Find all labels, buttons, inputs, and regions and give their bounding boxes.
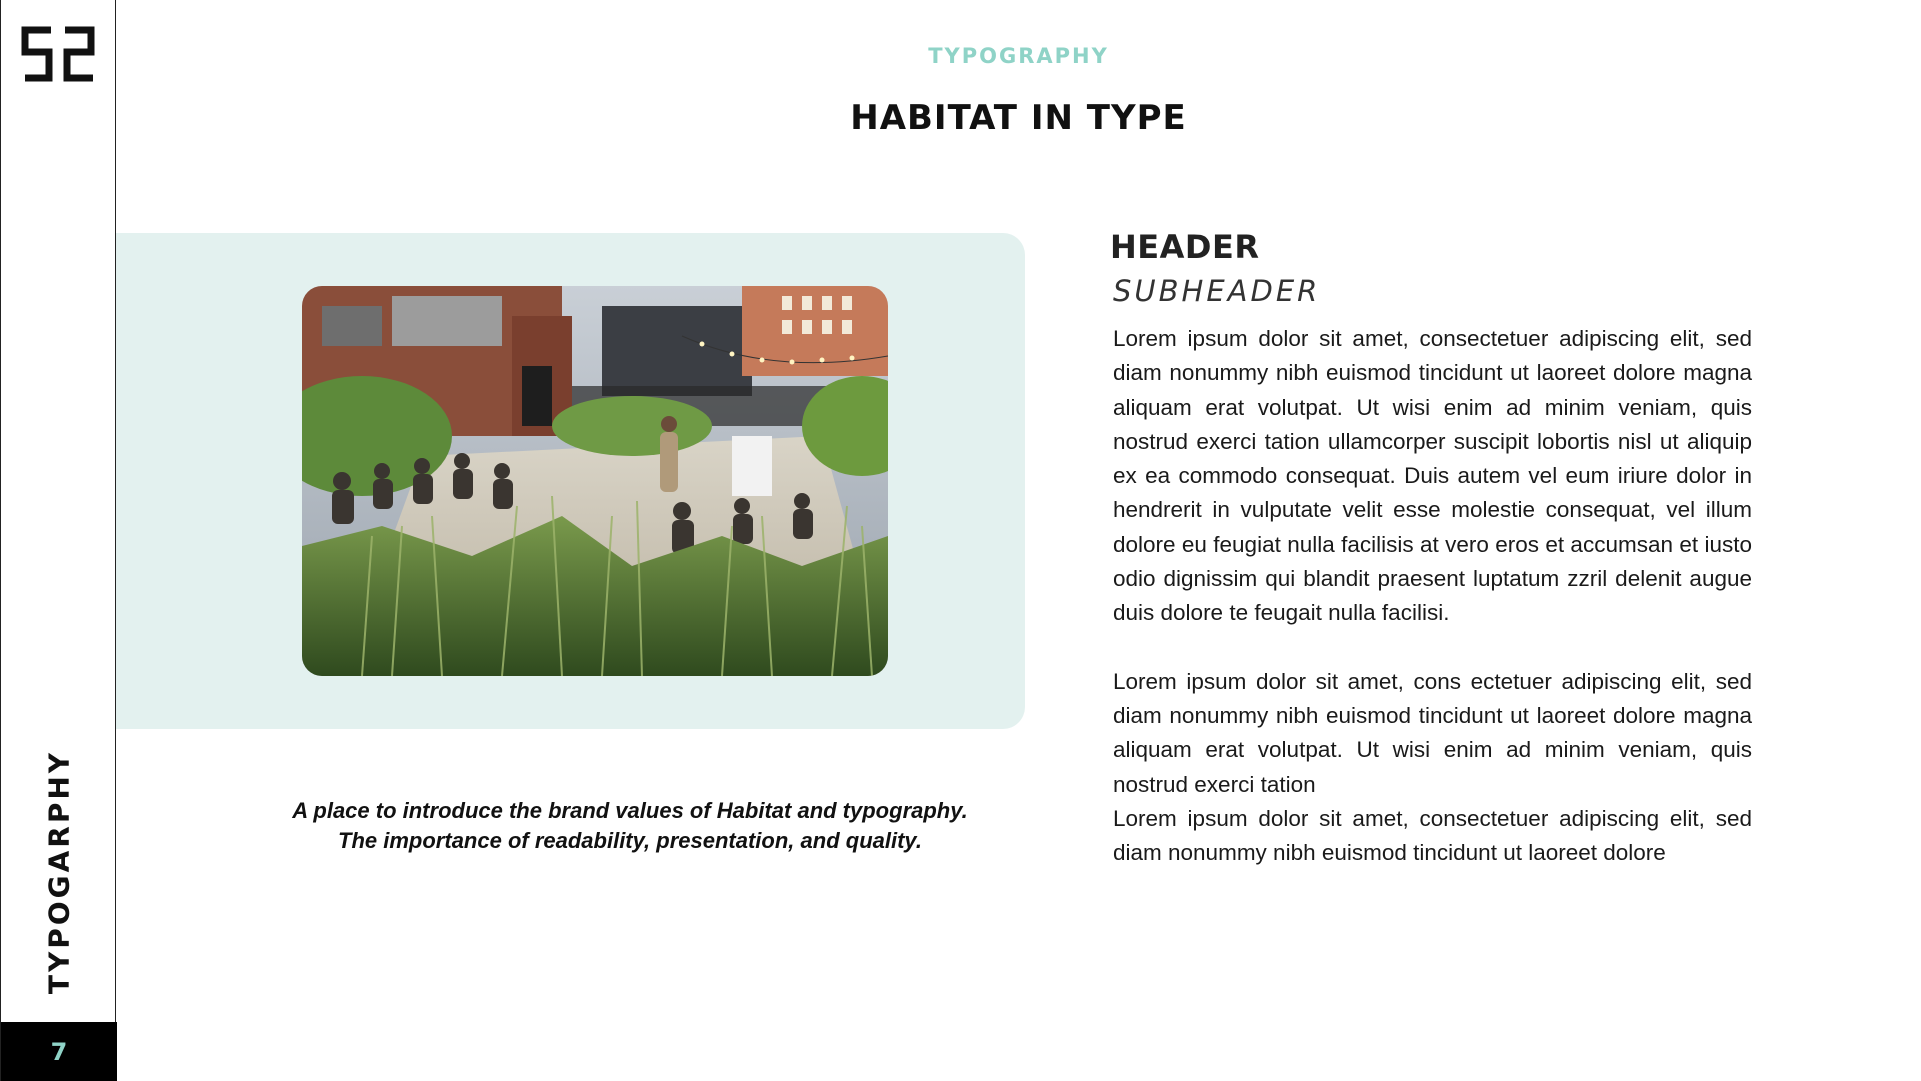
body-paragraph-3: Lorem ipsum dolor sit amet, consectetuer adipiscing elit, sed diam nonummy nibh euismod tincidunt ut laoreet dolore [1113,805,1752,866]
rooftop-garden-photo [302,286,888,676]
page-number: 7 [50,1037,68,1066]
sidebar-section-label: TYPOGARPHY [42,749,76,995]
sidebar [0,0,116,1081]
body-paragraph-1: Lorem ipsum dolor sit amet, consectetuer adipiscing elit, sed diam nonummy nibh euismod tincidunt ut laoreet dolore magna aliquam erat volutpat. Ut wisi enim ad minim veniam, quis nostrud exerci tation ullamcorper suscipit lobortis nisl ut aliquip ex ea commodo consequat. Duis autem vel eum iriure dolor in hendrerit in vulputate velit esse molestie consequat, vel illum dolore eu feugiat nulla facilisis at vero eros et accumsan et iusto odio dignissim qui blandit praesent luptatum zzril delenit augue duis dolore te feugait nulla facilisi. [1113,326,1752,626]
page-title: HABITAT IN TYPE [850,98,1187,138]
habitat-logo-icon [21,24,97,84]
body-copy [1113,322,1752,870]
image-caption [160,796,1100,856]
sample-subheader: SUBHEADER [1113,274,1321,308]
image-panel [116,233,1025,729]
text-column [1110,228,1752,870]
sample-header: HEADER [1110,228,1260,266]
page-number-box [1,1022,117,1081]
caption-line-1: A place to introduce the brand values of Habitat and typography. [292,798,968,823]
caption-line-2: The importance of readability, presentation, and quality. [338,828,922,853]
section-eyebrow: TYPOGRAPHY [928,44,1109,68]
body-paragraph-2: Lorem ipsum dolor sit amet, cons ectetuer adipiscing elit, sed diam nonummy nibh euismod tincidunt ut laoreet dolore magna aliquam erat volutpat. Ut wisi enim ad minim veniam, quis nostrud exerci tation [1113,668,1752,797]
